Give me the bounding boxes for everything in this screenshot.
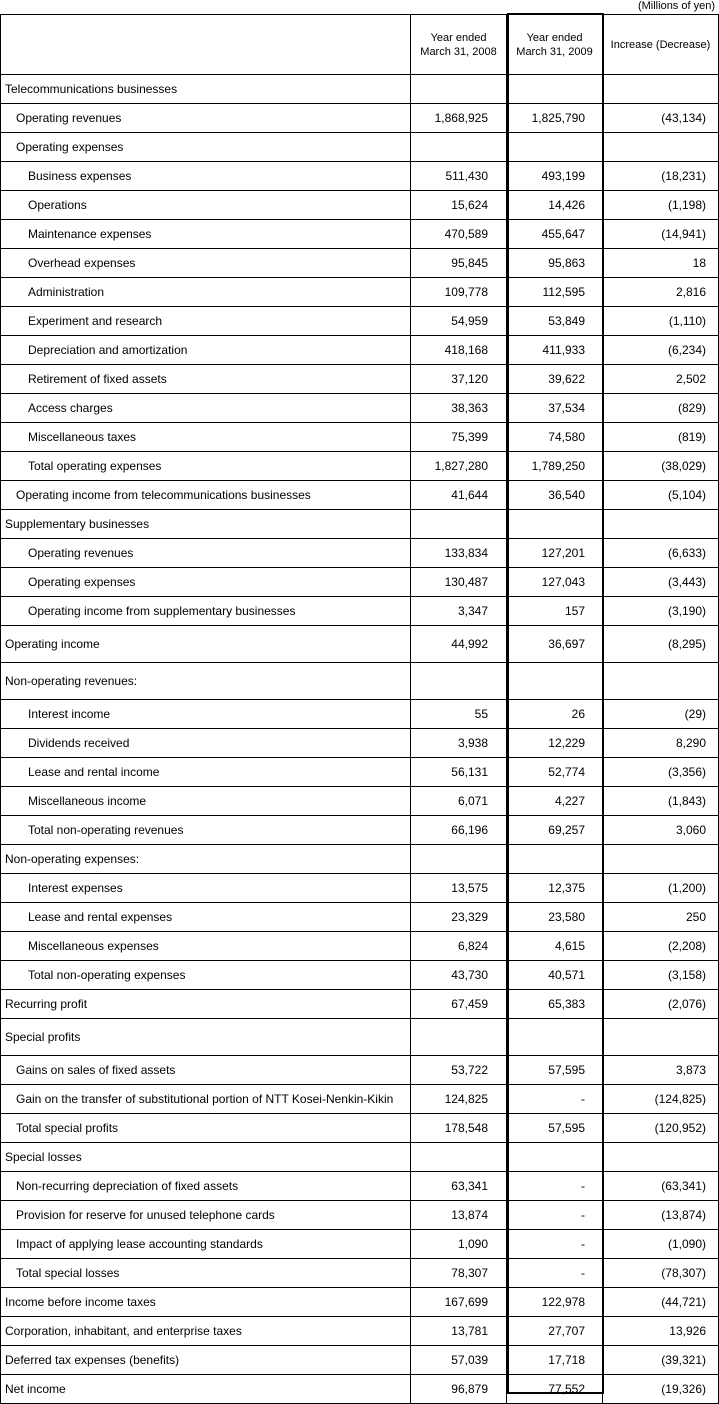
table-row [1, 394, 719, 423]
value-change: 2,502 [603, 365, 719, 394]
table-row [1, 481, 719, 510]
value-fy2008: 418,168 [411, 336, 507, 365]
value-change: (8,295) [603, 626, 719, 663]
value-fy2008: 78,307 [411, 1259, 507, 1288]
value-fy2008: 470,589 [411, 220, 507, 249]
value-fy2008: 3,938 [411, 729, 507, 758]
value-fy2009: 95,863 [507, 249, 603, 278]
value-change: (6,633) [603, 539, 719, 568]
value-fy2008: 13,575 [411, 874, 507, 903]
table-row [1, 249, 719, 278]
value-change: (124,825) [603, 1085, 719, 1114]
header-fy2009-line2: March 31, 2009 [516, 45, 593, 58]
value-fy2008: 44,992 [411, 626, 507, 663]
value-fy2009: 36,540 [507, 481, 603, 510]
value-fy2008: 41,644 [411, 481, 507, 510]
value-fy2008: 23,329 [411, 903, 507, 932]
table-row [1, 663, 719, 700]
row-label: Operating revenues [1, 539, 411, 568]
row-label: Deferred tax expenses (benefits) [1, 1346, 411, 1375]
header-fy2008-line2: March 31, 2008 [420, 45, 497, 58]
row-label: Experiment and research [1, 307, 411, 336]
table-row [1, 365, 719, 394]
value-fy2008: 66,196 [411, 816, 507, 845]
table-row [1, 1085, 719, 1114]
value-fy2009: 127,043 [507, 568, 603, 597]
value-change: (3,356) [603, 758, 719, 787]
value-fy2008: 54,959 [411, 307, 507, 336]
table-row [1, 423, 719, 452]
value-change [603, 1143, 719, 1172]
value-change: (2,076) [603, 990, 719, 1019]
row-label: Overhead expenses [1, 249, 411, 278]
value-change: (39,321) [603, 1346, 719, 1375]
value-fy2009: 14,426 [507, 191, 603, 220]
row-label: Total special profits [1, 1114, 411, 1143]
value-change: (44,721) [603, 1288, 719, 1317]
header-label-cell [1, 15, 411, 75]
value-fy2009: - [507, 1230, 603, 1259]
value-change: (829) [603, 394, 719, 423]
value-change [603, 75, 719, 104]
value-fy2008: 67,459 [411, 990, 507, 1019]
table-row [1, 510, 719, 539]
row-label: Lease and rental expenses [1, 903, 411, 932]
row-label: Operations [1, 191, 411, 220]
value-change: (3,158) [603, 961, 719, 990]
table-row [1, 1317, 719, 1346]
value-change: (120,952) [603, 1114, 719, 1143]
row-label: Operating income from telecommunications businesses [1, 481, 411, 510]
row-label: Non-recurring depreciation of fixed assets [1, 1172, 411, 1201]
value-change [603, 663, 719, 700]
value-fy2009 [507, 1019, 603, 1056]
value-fy2009: 52,774 [507, 758, 603, 787]
table-row [1, 452, 719, 481]
header-fy2009 [507, 15, 603, 75]
value-fy2008: 53,722 [411, 1056, 507, 1085]
value-fy2008: 15,624 [411, 191, 507, 220]
table-row [1, 133, 719, 162]
value-fy2009: 455,647 [507, 220, 603, 249]
value-fy2008: 63,341 [411, 1172, 507, 1201]
financial-statement-table [0, 14, 719, 1404]
table-row [1, 191, 719, 220]
row-label: Income before income taxes [1, 1288, 411, 1317]
value-fy2008: 56,131 [411, 758, 507, 787]
value-change: (1,090) [603, 1230, 719, 1259]
value-fy2008: 95,845 [411, 249, 507, 278]
value-change: (38,029) [603, 452, 719, 481]
value-change: (3,443) [603, 568, 719, 597]
value-fy2009: 157 [507, 597, 603, 626]
value-fy2008: 43,730 [411, 961, 507, 990]
value-fy2009: 127,201 [507, 539, 603, 568]
table-row [1, 1114, 719, 1143]
row-label: Recurring profit [1, 990, 411, 1019]
table-row [1, 1375, 719, 1404]
row-label: Dividends received [1, 729, 411, 758]
value-change: 3,060 [603, 816, 719, 845]
value-fy2008: 55 [411, 700, 507, 729]
value-change: (2,208) [603, 932, 719, 961]
row-label: Corporation, inhabitant, and enterprise taxes [1, 1317, 411, 1346]
value-fy2008: 38,363 [411, 394, 507, 423]
row-label: Operating revenues [1, 104, 411, 133]
value-fy2008: 75,399 [411, 423, 507, 452]
table-row [1, 903, 719, 932]
value-fy2009: 1,825,790 [507, 104, 603, 133]
value-fy2009: - [507, 1172, 603, 1201]
units-note: (Millions of yen) [637, 0, 715, 12]
value-change [603, 510, 719, 539]
table-row [1, 1230, 719, 1259]
row-label: Maintenance expenses [1, 220, 411, 249]
table-row [1, 597, 719, 626]
value-fy2009: 122,978 [507, 1288, 603, 1317]
value-fy2009: - [507, 1085, 603, 1114]
value-fy2009: 411,933 [507, 336, 603, 365]
table-row [1, 932, 719, 961]
value-fy2009: - [507, 1259, 603, 1288]
table-row [1, 568, 719, 597]
table-row [1, 336, 719, 365]
value-change: (6,234) [603, 336, 719, 365]
table-row [1, 220, 719, 249]
value-fy2008 [411, 1019, 507, 1056]
row-label: Access charges [1, 394, 411, 423]
value-fy2008: 178,548 [411, 1114, 507, 1143]
value-fy2008 [411, 663, 507, 700]
value-fy2009: 57,595 [507, 1056, 603, 1085]
value-fy2008: 133,834 [411, 539, 507, 568]
value-fy2009: 36,697 [507, 626, 603, 663]
table-row [1, 307, 719, 336]
value-change: (1,198) [603, 191, 719, 220]
value-change: (63,341) [603, 1172, 719, 1201]
value-fy2009: 112,595 [507, 278, 603, 307]
value-fy2008: 511,430 [411, 162, 507, 191]
table-row [1, 1056, 719, 1085]
value-change: 3,873 [603, 1056, 719, 1085]
value-fy2009: 65,383 [507, 990, 603, 1019]
table-row [1, 990, 719, 1019]
value-change: (13,874) [603, 1201, 719, 1230]
value-change: (43,134) [603, 104, 719, 133]
table-row [1, 626, 719, 663]
value-fy2008: 124,825 [411, 1085, 507, 1114]
row-label: Impact of applying lease accounting standards [1, 1230, 411, 1259]
value-fy2008: 13,781 [411, 1317, 507, 1346]
value-change [603, 1019, 719, 1056]
row-label: Total special losses [1, 1259, 411, 1288]
value-fy2008: 37,120 [411, 365, 507, 394]
value-fy2008: 1,090 [411, 1230, 507, 1259]
value-fy2009: - [507, 1201, 603, 1230]
table-row [1, 162, 719, 191]
value-fy2009: 17,718 [507, 1346, 603, 1375]
table-row [1, 816, 719, 845]
value-fy2008 [411, 1143, 507, 1172]
value-fy2008: 3,347 [411, 597, 507, 626]
header-fy2008 [411, 15, 507, 75]
row-label: Non-operating revenues: [1, 663, 411, 700]
value-change: 8,290 [603, 729, 719, 758]
value-fy2008: 6,071 [411, 787, 507, 816]
value-change: (1,843) [603, 787, 719, 816]
row-label: Operating expenses [1, 568, 411, 597]
value-fy2009 [507, 75, 603, 104]
value-fy2009: 57,595 [507, 1114, 603, 1143]
row-label: Total non-operating expenses [1, 961, 411, 990]
value-fy2008: 1,868,925 [411, 104, 507, 133]
table-row [1, 278, 719, 307]
value-fy2009: 12,229 [507, 729, 603, 758]
value-fy2009: 4,227 [507, 787, 603, 816]
value-change: 2,816 [603, 278, 719, 307]
value-change: (14,941) [603, 220, 719, 249]
row-label: Administration [1, 278, 411, 307]
header-row [1, 15, 719, 75]
value-fy2008 [411, 845, 507, 874]
value-fy2008: 1,827,280 [411, 452, 507, 481]
row-label: Telecommunications businesses [1, 75, 411, 104]
value-fy2009: 23,580 [507, 903, 603, 932]
table-row [1, 1172, 719, 1201]
value-fy2008 [411, 75, 507, 104]
table-row [1, 1019, 719, 1056]
row-label: Total operating expenses [1, 452, 411, 481]
value-fy2009 [507, 510, 603, 539]
value-fy2009: 37,534 [507, 394, 603, 423]
value-fy2008: 130,487 [411, 568, 507, 597]
header-fy2009-line1: Year ended [526, 31, 583, 44]
value-fy2009: 4,615 [507, 932, 603, 961]
value-fy2009: 53,849 [507, 307, 603, 336]
row-label: Operating expenses [1, 133, 411, 162]
table-row [1, 104, 719, 133]
value-fy2009: 12,375 [507, 874, 603, 903]
row-label: Special losses [1, 1143, 411, 1172]
row-label: Special profits [1, 1019, 411, 1056]
value-fy2009 [507, 133, 603, 162]
row-label: Total non-operating revenues [1, 816, 411, 845]
row-label: Operating income [1, 626, 411, 663]
value-fy2009 [507, 663, 603, 700]
value-fy2009: 74,580 [507, 423, 603, 452]
table-row [1, 758, 719, 787]
row-label: Gains on sales of fixed assets [1, 1056, 411, 1085]
table-row [1, 75, 719, 104]
value-change: (78,307) [603, 1259, 719, 1288]
table-row [1, 961, 719, 990]
header-fy2008-line1: Year ended [430, 31, 487, 44]
value-change: 13,926 [603, 1317, 719, 1346]
row-label: Net income [1, 1375, 411, 1404]
value-fy2009: 39,622 [507, 365, 603, 394]
value-fy2008: 6,824 [411, 932, 507, 961]
row-label: Interest income [1, 700, 411, 729]
value-fy2008 [411, 133, 507, 162]
value-change [603, 845, 719, 874]
table-row [1, 1346, 719, 1375]
value-fy2009: 27,707 [507, 1317, 603, 1346]
table-row [1, 874, 719, 903]
row-label: Gain on the transfer of substitutional portion of NTT Kosei-Nenkin-Kikin [1, 1085, 411, 1114]
table-row [1, 845, 719, 874]
table-row [1, 729, 719, 758]
row-label: Miscellaneous expenses [1, 932, 411, 961]
value-fy2008: 13,874 [411, 1201, 507, 1230]
row-label: Miscellaneous taxes [1, 423, 411, 452]
row-label: Provision for reserve for unused telephone cards [1, 1201, 411, 1230]
value-change: (3,190) [603, 597, 719, 626]
row-label: Business expenses [1, 162, 411, 191]
value-change: 250 [603, 903, 719, 932]
table-row [1, 1259, 719, 1288]
table-row [1, 1143, 719, 1172]
row-label: Miscellaneous income [1, 787, 411, 816]
value-change: (29) [603, 700, 719, 729]
value-fy2008 [411, 510, 507, 539]
row-label: Lease and rental income [1, 758, 411, 787]
row-label: Retirement of fixed assets [1, 365, 411, 394]
row-label: Depreciation and amortization [1, 336, 411, 365]
table-row [1, 1288, 719, 1317]
value-change: (819) [603, 423, 719, 452]
value-fy2009: 77,552 [507, 1375, 603, 1404]
table-row [1, 787, 719, 816]
row-label: Non-operating expenses: [1, 845, 411, 874]
value-fy2008: 167,699 [411, 1288, 507, 1317]
value-fy2009 [507, 1143, 603, 1172]
table-row [1, 539, 719, 568]
table-row [1, 700, 719, 729]
value-fy2009: 1,789,250 [507, 452, 603, 481]
row-label: Supplementary businesses [1, 510, 411, 539]
value-change: 18 [603, 249, 719, 278]
value-fy2008: 96,879 [411, 1375, 507, 1404]
value-fy2009 [507, 845, 603, 874]
value-change: (19,326) [603, 1375, 719, 1404]
value-fy2008: 109,778 [411, 278, 507, 307]
value-fy2009: 493,199 [507, 162, 603, 191]
value-change: (1,110) [603, 307, 719, 336]
table-row [1, 1201, 719, 1230]
value-change [603, 133, 719, 162]
value-fy2008: 57,039 [411, 1346, 507, 1375]
value-change: (5,104) [603, 481, 719, 510]
value-fy2009: 69,257 [507, 816, 603, 845]
row-label: Operating income from supplementary businesses [1, 597, 411, 626]
value-fy2009: 26 [507, 700, 603, 729]
row-label: Interest expenses [1, 874, 411, 903]
value-fy2009: 40,571 [507, 961, 603, 990]
header-change: Increase (Decrease) [603, 15, 719, 75]
value-change: (1,200) [603, 874, 719, 903]
value-change: (18,231) [603, 162, 719, 191]
